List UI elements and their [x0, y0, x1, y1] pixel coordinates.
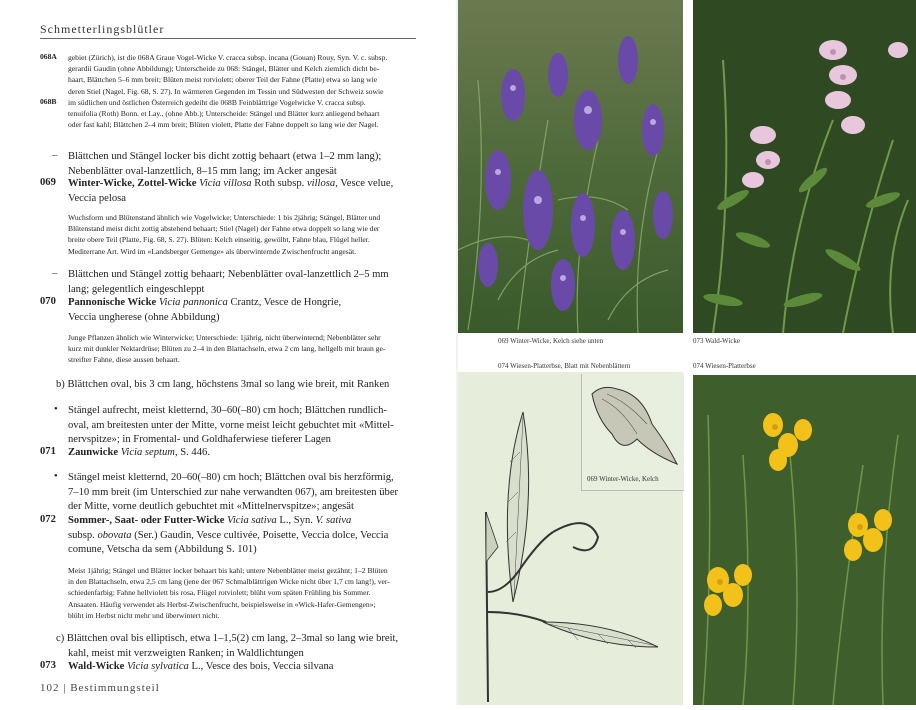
- wald-wicke-image: [693, 0, 916, 333]
- entry-desc-069: [68, 212, 420, 257]
- text-line: Junge Pflanzen ähnlich wie Winterwicke; Unterschiede: 1jährig, nicht überwinternd; Nebenblätter sehr: [68, 333, 381, 342]
- left-page: [0, 0, 456, 705]
- text-line: oder fast kahl; Blättchen 2–4 mm breit; Blüten violett, Platte der Fahne doppelt so lang wie der Nagel.: [68, 120, 379, 130]
- wiesen-platterbse-image: [693, 375, 916, 705]
- caption-platterbse: 074 Wiesen-Platterbse: [693, 362, 756, 370]
- text-line: haart, Blättchen 5–6 mm breit; Blüten meist rotviolett; oberer Teil der Fahne (Platte) etwa so lang wie: [68, 75, 378, 85]
- species-name: Zaunwicke: [68, 447, 119, 458]
- text-line: lang; gelegentlich eingeschleppt: [68, 283, 205, 295]
- entry-number-073: 073: [40, 660, 56, 671]
- text-fragment: , Vesce velue,: [335, 178, 394, 189]
- text-fragment: L., Syn.: [276, 515, 316, 526]
- kelch-drawing: [582, 374, 684, 470]
- latin-name: Vicia sativa: [227, 515, 277, 526]
- page-footer: 102 | Bestimmungsteil: [40, 682, 160, 694]
- text-line: deren Stiel (Nagel, Fig. 68, S. 27). In wärmeren Gegenden im Tessin und Südwesten der Schweiz sowie: [68, 86, 384, 96]
- text-line: 7–10 mm breit (im Unterschied zur nahe verwandten 067), am breitesten über: [68, 486, 399, 498]
- latin-name: Vicia pannonica: [158, 297, 228, 308]
- entry-number-068b: 068B: [40, 97, 57, 106]
- text-line: Veccia pelosa: [68, 192, 126, 204]
- species-name: Pannonische Wicke: [68, 297, 157, 308]
- photo-winter-wicke: [458, 0, 683, 333]
- entry-desc-072: [68, 565, 420, 621]
- latin-name: V. sativa: [315, 515, 352, 526]
- key-lead-069: [68, 150, 428, 179]
- species-name: Sommer-, Saat- oder Futter-Wicke: [68, 515, 225, 526]
- entry-desc-070: [68, 332, 420, 366]
- text-line: Meist 1jährig; Stängel und Blätter locker behaart bis kahl; untere Nebenblätter meist gezähnt; 1–2 Blüten: [68, 566, 388, 575]
- bullet-marker: •: [54, 471, 58, 482]
- text-line: Blättchen und Stängel locker bis dicht zottig behaart (etwa 1–2 mm lang);: [68, 151, 382, 162]
- entry-number-069: 069: [40, 177, 56, 188]
- text-line: streifter Fahne, diese aussen behaart.: [68, 355, 180, 365]
- text-line: gerardii Gaudin (ohne Abbildung); Unterscheide zu 068: Stängel, Blätter und Kelch ziemlich dicht be-: [68, 64, 380, 74]
- text-line: oval, am breitesten unter der Mitte, vorne meist leicht gebuchtet mit «Mittel-: [68, 419, 394, 431]
- dash-marker: –: [52, 150, 58, 161]
- latin-name: villosa: [306, 178, 336, 189]
- key-b: b) Blättchen oval, bis 3 cm lang, höchstens 3mal so lang wie breit, mit Ranken: [56, 379, 390, 390]
- photo-wald-wicke: [693, 0, 916, 333]
- text-line: kahl, meist mit verzweigten Ranken; in Waldlichtungen: [68, 647, 304, 659]
- text-line: Mediterrane Art. Wird im «Landsberger Gemenge» als überwinternde Zwischenfrucht angesät.: [68, 246, 357, 256]
- text-fragment: (Ser.) Gaudin, Vesce cultivée, Poisette, Veccia dolce, Veccia: [131, 529, 389, 541]
- entry-number-070: 070: [40, 296, 56, 307]
- text-line: c) Blättchen oval bis elliptisch, etwa 1–1,5(2) cm lang, 2–3mal so lang wie breit,: [56, 633, 399, 644]
- latin-name: Vicia septum: [120, 447, 175, 458]
- entry-title-073: [68, 660, 428, 675]
- text-line: Blütenstand meist dicht zottig abstehend behaart; Stiel (Nagel) der Fahne etwa doppelt so lang wie der: [68, 224, 380, 234]
- species-name: Wald-Wicke: [68, 661, 125, 672]
- entry-number-068a: 068A: [40, 52, 57, 61]
- text-line: comune, Vetscha da sem (Abbildung S. 101): [68, 544, 257, 555]
- text-line: Stängel aufrecht, meist kletternd, 30–60(–80) cm hoch; Blättchen rundlich-: [68, 405, 387, 416]
- entry-title-069: [68, 177, 428, 206]
- key-lead-071: [68, 404, 428, 448]
- kelch-inset: [581, 374, 684, 491]
- latin-name: Vicia villosa: [199, 178, 252, 189]
- text-line: gebiet (Zürich), ist die 068A Graue Vogel-Wicke V. cracca subsp. incana (Gouan) Rouy, Syn. V. c. subsp.: [68, 53, 388, 62]
- entry-number-072: 072: [40, 514, 56, 525]
- text-line: Ansaaten. Häufig verwendet als Herbst-Zwischenfrucht, beispielsweise in «Wick-Hafer-Gemengen»;: [68, 599, 376, 609]
- text-line: kurz mit dunkler Nektardrüse; Blüten zu 2–4 in den Blattachseln, etwa 2 cm lang, hellgelb mit braun ge-: [68, 344, 386, 354]
- text-line: Stängel meist kletternd, 20–60(–80) cm hoch; Blättchen oval bis herzförmig,: [68, 472, 394, 483]
- text-line: Nebenblätter oval-lanzettlich, 8–15 mm lang; im Acker angesät: [68, 165, 337, 177]
- caption-platterbse-blatt: 074 Wiesen-Platterbse, Blatt mit Nebenblättern: [498, 362, 631, 370]
- entry-number-071: 071: [40, 446, 56, 457]
- bullet-marker: •: [54, 404, 58, 415]
- key-c: [56, 632, 426, 661]
- entry-title-072: [68, 514, 428, 558]
- text-line: blüht im Herbst nicht mehr und überwintert nicht.: [68, 610, 220, 620]
- text-fragment: Roth subsp.: [251, 178, 307, 189]
- text-fragment: , S. 446.: [174, 447, 210, 458]
- caption-winter-wicke: 069 Winter-Wicke, Kelch siehe unten: [498, 337, 604, 345]
- key-lead-070: [68, 268, 428, 297]
- text-line: breite obere Teil (Platte, Fig. 68, S. 27). Blüten: Kelch einseitig, gewölbt, Fahne blau, Flügel heller.: [68, 235, 370, 245]
- dash-marker: –: [52, 268, 58, 279]
- text-line: der Mitte, vorne deutlich gebuchtet mit «Mittelnervspitze»; angesät: [68, 501, 354, 512]
- text-line: tenuifolia (Roth) Bonn. et Lay., (ohne Abb.); Unterscheide: Stängel und Blätter kurz anliegend behaart: [68, 109, 380, 119]
- key-lead-072: [68, 471, 428, 515]
- winter-wicke-image: [458, 0, 683, 333]
- caption-kelch: 069 Winter-Wicke, Kelch: [587, 475, 659, 483]
- entry-title-070: [68, 296, 428, 325]
- text-line: schiedenfarbig: Fahne hellviolett bis rosa, Flügel rotviolett; blüht vom späten Frühling bis Sommer.: [68, 588, 371, 598]
- latin-name: obovata: [97, 529, 132, 541]
- text-line: in den Blattachseln, etwa 2,5 cm lang (jene der 067 Schmalblättrigen Wicke nicht über 1,7 cm lang!), ver-: [68, 577, 390, 587]
- latin-name: Vicia sylvatica: [126, 661, 189, 672]
- text-fragment: Crantz, Vesce de Hongrie,: [227, 297, 342, 308]
- entry-title-071: [68, 446, 428, 461]
- text-fragment: L., Vesce des bois, Veccia silvana: [188, 661, 334, 672]
- text-line: im südlichen und östlichen Österreich gedeiht die 068B Feinblättrige Vogelwicke V. cracca subsp.: [68, 97, 366, 107]
- text-line: Wuchsform und Blütenstand ähnlich wie Vogelwicke; Unterschiede: 1 bis 2jährig; Stängel, Blätter und: [68, 213, 381, 222]
- page-header: Schmetterlingsblütler: [40, 22, 165, 36]
- photo-wiesen-platterbse: [693, 375, 916, 705]
- header-rule: [40, 38, 416, 39]
- species-name: Winter-Wicke, Zottel-Wicke: [68, 178, 197, 189]
- text-line: nervspitze»; in Fromental- und Goldhaferwiese tieferer Lagen: [68, 434, 331, 445]
- caption-wald-wicke: 073 Wald-Wicke: [693, 337, 741, 345]
- text-line: Veccia ungherese (ohne Abbildung): [68, 311, 220, 323]
- entry-068-text: [68, 52, 420, 130]
- text-fragment: subsp.: [68, 529, 98, 541]
- text-line: Blättchen und Stängel zottig behaart; Nebenblätter oval-lanzettlich 2–5 mm: [68, 269, 389, 280]
